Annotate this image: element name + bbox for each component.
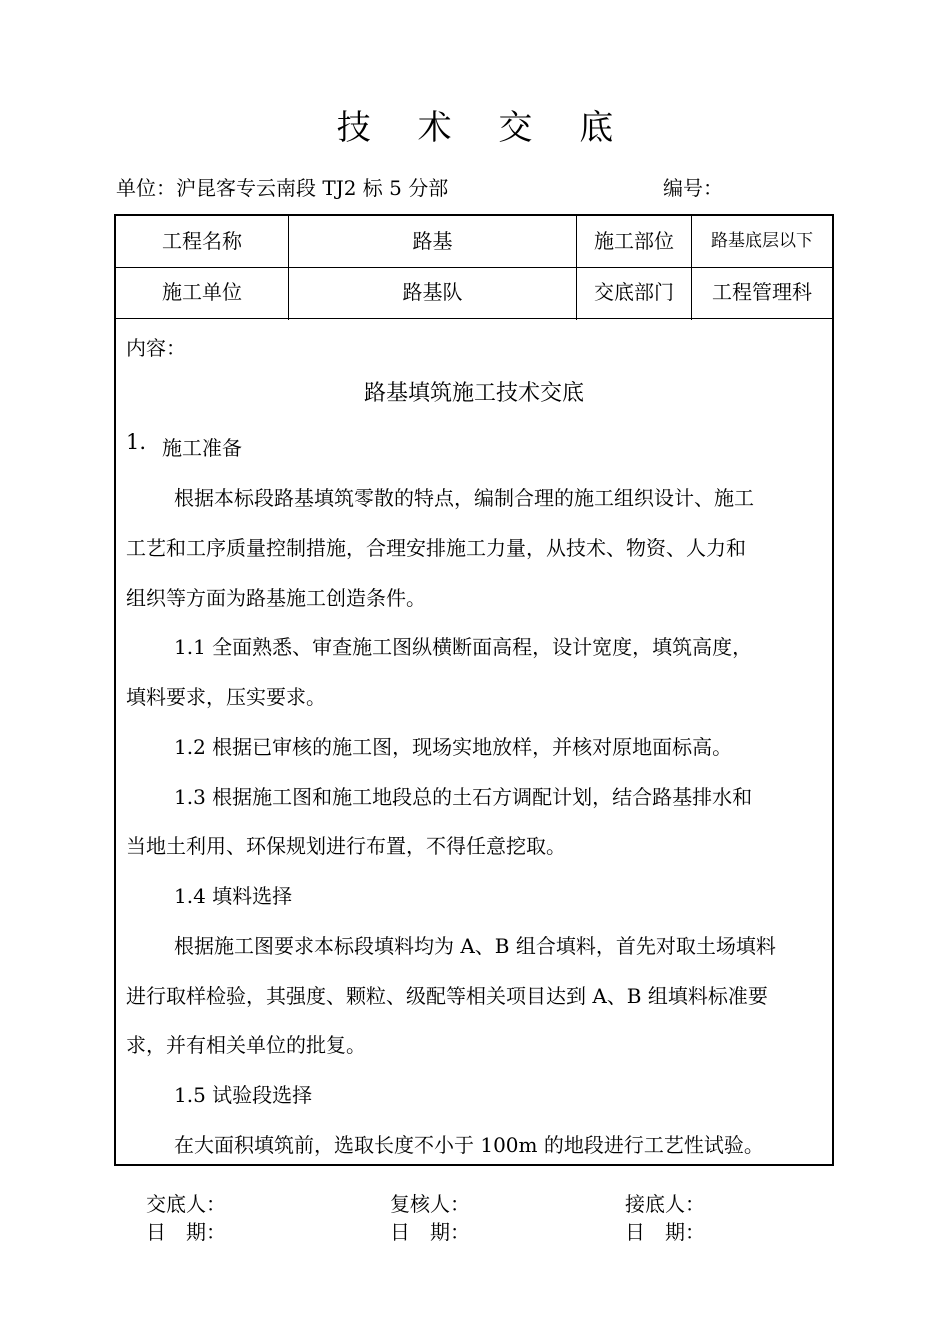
paragraph-line: 根据施工图要求本标段填料均为 A、B 组合填料，首先对取土场填料 — [174, 934, 776, 958]
paragraph-line: 1.4 填料选择 — [174, 884, 293, 908]
giver-date-label: 日 期： — [146, 1220, 226, 1244]
receiver-label: 接底人： — [625, 1192, 705, 1216]
disclosure-giver-label: 交底人： — [146, 1192, 226, 1216]
reviewer-date-label: 日 期： — [390, 1220, 470, 1244]
paragraph-line: 1.3 根据施工图和施工地段总的土石方调配计划，结合路基排水和 — [174, 785, 753, 809]
document-title: 技 术 交 底 — [336, 108, 632, 148]
paragraph-line: 1.5 试验段选择 — [174, 1083, 313, 1107]
paragraph-line: 工艺和工序质量控制措施，合理安排施工力量，从技术、物资、人力和 — [126, 536, 746, 560]
disclosure-dept-value: 工程管理科 — [712, 280, 812, 304]
disclosure-dept-label: 交底部门 — [594, 280, 674, 304]
section-number: 1. — [126, 430, 147, 454]
code-label: 编号： — [663, 176, 723, 200]
receiver-date-label: 日 期： — [625, 1220, 705, 1244]
paragraph-line: 组织等方面为路基施工创造条件。 — [126, 586, 426, 610]
paragraph-line: 当地土利用、环保规划进行布置，不得任意挖取。 — [126, 834, 566, 858]
construction-part-value: 路基底层以下 — [711, 231, 813, 251]
paragraph-line: 1.1 全面熟悉、审查施工图纵横断面高程，设计宽度，填筑高度， — [174, 635, 753, 659]
paragraph-line: 进行取样检验，其强度、颗粒、级配等相关项目达到 A、B 组填料标准要 — [126, 984, 768, 1008]
construction-unit-label: 施工单位 — [162, 280, 242, 304]
paragraph-line: 根据本标段路基填筑零散的特点，编制合理的施工组织设计、施工 — [174, 486, 754, 510]
content-title: 路基填筑施工技术交底 — [363, 381, 584, 406]
construction-part-label: 施工部位 — [594, 229, 674, 253]
section-title: 施工准备 — [162, 436, 242, 460]
content-label: 内容： — [126, 336, 186, 360]
paragraph-line: 求，并有相关单位的批复。 — [126, 1033, 366, 1057]
disclosure-table — [114, 214, 834, 1166]
reviewer-label: 复核人： — [390, 1192, 470, 1216]
paragraph-line: 填料要求，压实要求。 — [126, 685, 326, 709]
project-name-value: 路基 — [412, 229, 453, 253]
paragraph-line: 在大面积填筑前，选取长度不小于 100m 的地段进行工艺性试验。 — [174, 1133, 764, 1157]
unit-label: 单位：沪昆客专云南段 TJ2 标 5 分部 — [116, 176, 449, 200]
row-divider — [116, 318, 832, 319]
construction-unit-value: 路基队 — [402, 280, 463, 304]
project-name-label: 工程名称 — [162, 229, 242, 253]
paragraph-line: 1.2 根据已审核的施工图，现场实地放样，并核对原地面标高。 — [174, 735, 733, 759]
